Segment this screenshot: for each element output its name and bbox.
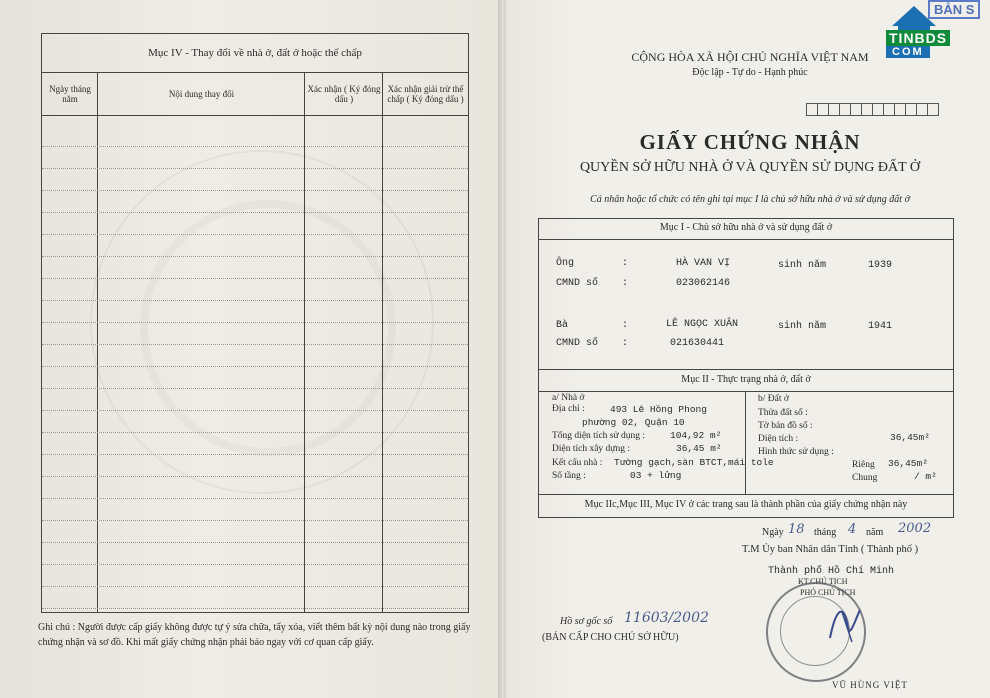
- column-header-content: Nội dung thay đổi: [98, 73, 305, 116]
- signature-mark: [822, 598, 866, 644]
- section-i-title: Mục I - Chủ sở hữu nhà ở và sử dụng đất ở: [659, 222, 833, 233]
- intro-text: Cá nhân hoặc tổ chức có tên ghi tại mục I là chủ sở hữu nhà ở và sử dụng đất ở: [590, 194, 910, 205]
- ruled-line: [42, 212, 468, 213]
- ruled-line: [42, 432, 468, 433]
- private-area: 36,45m²: [888, 458, 928, 469]
- owner1-label: Ông: [556, 258, 575, 269]
- column-divider: [97, 73, 98, 612]
- floors: 03 + lửng: [630, 470, 682, 481]
- date-year: 2002: [898, 521, 932, 536]
- floors-label: Số tầng :: [552, 471, 586, 481]
- owner2-name: LÊ NGỌC XUÂN: [666, 319, 739, 330]
- ruled-line: [42, 608, 468, 609]
- ruled-line: [42, 476, 468, 477]
- owner2-label: Bà: [556, 320, 569, 331]
- built-area-label: Diện tích xây dựng :: [552, 444, 630, 454]
- shared-area: / m²: [914, 471, 937, 482]
- owner2-id: 021630441: [670, 338, 725, 349]
- footer-note: Mục IIc,Mục III, Mục IV ở các trang sau là thành phần của giấy chứng nhận này: [584, 499, 908, 510]
- ruled-line: [42, 300, 468, 301]
- ruled-line: [42, 520, 468, 521]
- ruled-line: [42, 454, 468, 455]
- ruled-line: [42, 410, 468, 411]
- city-name: Thành phố Hồ Chí Minh: [768, 566, 895, 577]
- shared-label: Chung: [852, 473, 878, 483]
- structure: Tường gạch,sàn BTCT,mái tole: [614, 457, 774, 468]
- owner1-birth-year: 1939: [868, 260, 893, 271]
- owner2-colon: :: [622, 320, 629, 331]
- changes-table: [41, 33, 469, 613]
- address-label: Địa chỉ :: [552, 404, 585, 414]
- land-heading: b/ Đất ở: [758, 394, 789, 404]
- ruled-line: [42, 234, 468, 235]
- plot-number-label: Thửa đất số :: [758, 408, 808, 418]
- owner1-colon: :: [622, 258, 629, 269]
- date-year-label: năm: [866, 527, 884, 538]
- ruled-line: [42, 146, 468, 147]
- owner1-id-label: CMND số: [556, 278, 599, 289]
- signer-name: VŨ HÙNG VIỆT: [832, 680, 908, 690]
- address-line2: phường 02, Quận 10: [582, 417, 685, 428]
- column-header-confirm: Xác nhận ( Ký đóng dấu ): [305, 73, 383, 116]
- signer-title-2: PHÓ CHỦ TỊCH: [800, 588, 856, 597]
- note-text: Ghi chú : Người được cấp giấy không được tự ý sửa chữa, tẩy xóa, viết thêm bất kỳ nội dung nào trong giấy chứng nhận và sơ đồ. Khi mất giấy chứng nhận phải báo ngay với cơ quan cấp giấy.: [38, 622, 471, 648]
- date-month-label: tháng: [814, 527, 837, 538]
- land-area: 36,45m²: [890, 432, 930, 443]
- logo-name: TINBDS: [886, 30, 950, 46]
- corner-stamp: BẢN S: [928, 0, 980, 19]
- map-sheet-label: Tờ bản đồ số :: [758, 421, 813, 431]
- owner2-id-label: CMND số: [556, 338, 599, 349]
- built-area: 36,45 m²: [676, 443, 722, 454]
- ruled-line: [42, 322, 468, 323]
- address-line1: 493 Lê Hồng Phong: [610, 404, 707, 415]
- signer-title-1: KT.CHỦ TỊCH: [798, 577, 848, 586]
- certificate-subtitle: QUYỀN SỞ HỮU NHÀ Ở VÀ QUYỀN SỬ DỤNG ĐẤT Ở: [579, 160, 921, 175]
- column-divider: [745, 391, 746, 494]
- column-header-release: Xác nhận giải trừ thế chấp ( Ký đóng dấu ): [383, 73, 468, 116]
- private-label: Riêng: [852, 460, 875, 470]
- ruled-line: [42, 366, 468, 367]
- file-label: Hồ sơ gốc số: [560, 616, 613, 627]
- owner1-id: 023062146: [676, 278, 731, 289]
- ruled-line: [42, 344, 468, 345]
- column-divider: [304, 73, 305, 612]
- ruled-line: [42, 564, 468, 565]
- certificate-title: GIẤY CHỨNG NHẬN: [639, 130, 861, 154]
- authority: T.M Ủy ban Nhân dân Tỉnh ( Thành phố ): [742, 544, 919, 555]
- column-divider: [382, 73, 383, 612]
- owner2-birth-year: 1941: [868, 321, 893, 332]
- ruled-line: [42, 388, 468, 389]
- motto: Độc lập - Tự do - Hạnh phúc: [692, 67, 808, 78]
- date-day: 18: [788, 522, 805, 537]
- column-header-date: Ngày tháng năm: [42, 73, 98, 116]
- ruled-line: [42, 168, 468, 169]
- total-area: 104,92 m²: [670, 430, 722, 441]
- structure-label: Kết cấu nhà :: [552, 458, 603, 468]
- ruled-line: [42, 586, 468, 587]
- ruled-line: [42, 256, 468, 257]
- date-day-label: Ngày: [762, 527, 784, 538]
- total-area-label: Tổng diện tích sử dụng :: [552, 431, 646, 441]
- use-form-label: Hình thức sử dụng :: [758, 447, 834, 457]
- section-iv-title: Mục IV - Thay đổi về nhà ở, đất ở hoặc thế chấp: [42, 34, 468, 73]
- house-heading: a/ Nhà ở: [552, 393, 585, 403]
- owner1-name: HÀ VAN VỊ: [676, 258, 731, 269]
- copy-note: (BẢN CẤP CHO CHỦ SỞ HỮU): [542, 632, 679, 643]
- owner2-id-colon: :: [622, 338, 629, 349]
- ruled-line: [42, 542, 468, 543]
- section-ii-title: Mục II - Thực trạng nhà ở, đất ở: [681, 374, 811, 385]
- ruled-line: [42, 498, 468, 499]
- logo-domain: COM: [886, 46, 930, 58]
- ruled-line: [42, 278, 468, 279]
- date-month: 4: [848, 522, 857, 537]
- land-area-label: Diện tích :: [758, 434, 799, 444]
- file-number: 11603/2002: [624, 610, 709, 626]
- owner1-id-colon: :: [622, 278, 629, 289]
- country-name: CỘNG HÒA XÃ HỘI CHỦ NGHĨA VIỆT NAM: [631, 50, 869, 64]
- serial-boxes: [807, 103, 939, 116]
- ruled-line: [42, 190, 468, 191]
- owner2-birth-label: sinh năm: [778, 321, 827, 332]
- owner1-birth-label: sinh năm: [778, 260, 827, 271]
